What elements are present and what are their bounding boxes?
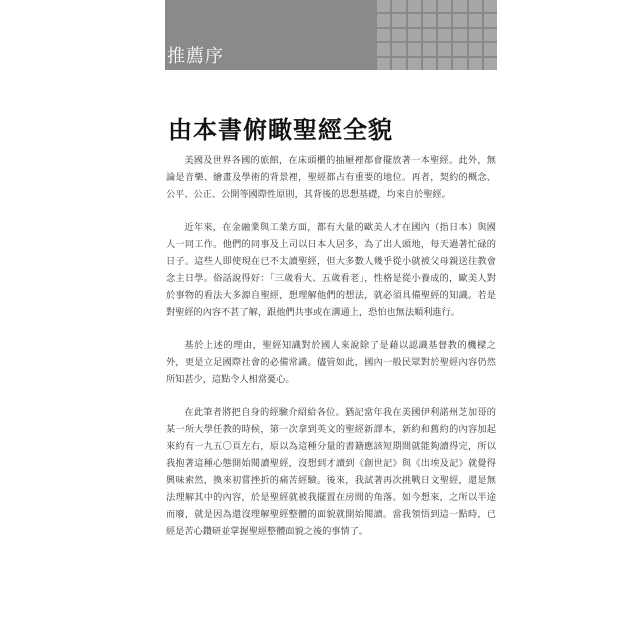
section-label: 推薦序 xyxy=(167,46,224,67)
paragraph-4: 在此筆者將把自身的經驗介紹給各位。猶記當年我在美國伊利諾州芝加哥的某一所大學任教的時候，第一次拿到英文的聖經新譯本，新約和舊約的內容加起來約有一九五〇頁左右，原以為這種分量的書籍應該短期間就能夠讀得完，所以我抱著這種心態開始閱讀聖經，沒想到才讀到《創世記》與《出埃及記》就覺得興味索然，換來初嘗挫折的痛苦經驗。後來，我試著再次挑戰日文聖經，還是無法理解其中的內容，於是聖經就被我擺置在房間的角落。如今想來，之所以半途而廢，就是因為還沒理解聖經整體的面貌就開始閱讀。當我領悟到這一點時，已經是苦心鑽研並掌握聖經整體面貌之後的事情了。 xyxy=(166,407,496,537)
page-title: 由本書俯瞰聖經全貌 xyxy=(168,116,393,145)
body-text xyxy=(166,152,496,556)
header-band xyxy=(165,0,497,70)
paragraph-3: 基於上述的理由，聖經知識對於國人來說除了是藉以認識基督教的機樑之外，更是立足國際社會的必備常識。儘管如此，國內一般民眾對於聖經內容仍然所知甚少，這點令人相當憂心。 xyxy=(166,340,496,385)
decorative-grid xyxy=(377,0,497,70)
paragraph-1: 美國及世界各國的旅館，在床頭櫃的抽屜裡都會擺放著一本聖經。此外，無論是音樂、繪畫及學術的背景裡，聖經都占有重要的地位。再者，契約的概念、公平、公正、公開等國際性原則，其背後的思想基礎，均來自於聖經。 xyxy=(166,155,496,200)
paragraph-2: 近年來，在金融業與工業方面，都有大量的歐美人才在國內（指日本）與國人一同工作。他們的同事及上司以日本人居多，為了出人頭地，每天過著忙碌的日子。這些人即使現在已不太讀聖經，但大多數人幾乎從小就被父母親送往教會念主日學。俗話說得好：「三歲看大、五歲看老」，性格是從小養成的，歐美人對於事物的看法大多源自聖經，想理解他們的想法，就必須具備聖經的知識。若是對聖經的內容不甚了解，跟他們共事或在溝通上，恐怕也無法順利進行。 xyxy=(166,222,496,318)
book-page xyxy=(165,0,497,640)
